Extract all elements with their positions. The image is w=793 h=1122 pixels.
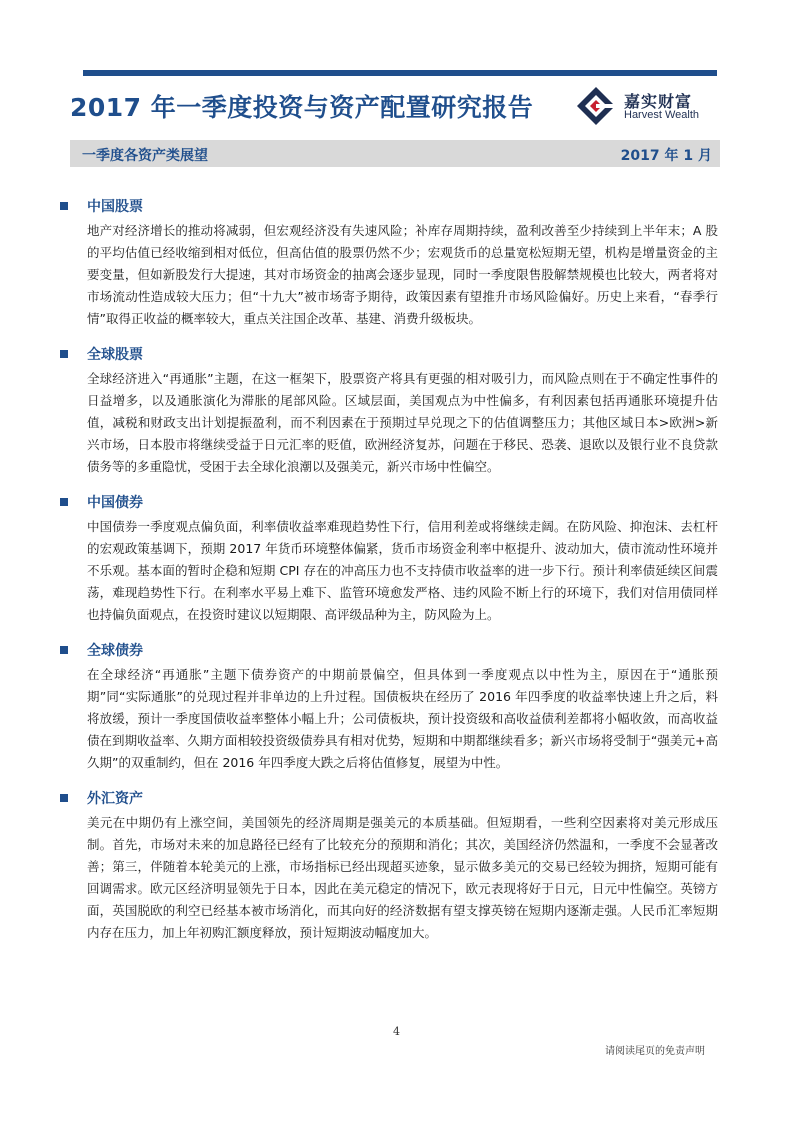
section-title: 全球债券 bbox=[87, 643, 143, 659]
section-china-bonds bbox=[58, 488, 718, 626]
section-title: 全球股票 bbox=[87, 347, 143, 363]
section-title: 中国债券 bbox=[87, 495, 143, 511]
harvest-logo-icon bbox=[576, 86, 616, 126]
section-heading bbox=[58, 784, 718, 812]
square-bullet-icon bbox=[60, 794, 68, 802]
disclaimer-note: 请阅读尾页的免责声明 bbox=[605, 1046, 705, 1057]
header-rule bbox=[83, 70, 717, 76]
section-body: 地产对经济增长的推动将减弱，但宏观经济没有失速风险；补库存周期持续，盈利改善至少持续到上半年末；A 股的平均估值已经收缩到相对低位，但高估值的股票仍然不少；宏观货币的总量宽松短期无望，机构是增量资金的主要变量，但如新股发行大提速，其对市场资金的抽离会逐步显现，同时一季度限售股解禁规模也比较大，两者将对市场流动性造成较大压力；但“十九大”被市场寄予期待，政策因素有望推升市场风险偏好。历史上来看，“春季行情”取得正收益的概率较大，重点关注国企改革、基建、消费升级板块。 bbox=[87, 223, 718, 326]
section-global-equity bbox=[58, 340, 718, 478]
section-china-equity bbox=[58, 192, 718, 330]
section-fx-assets bbox=[58, 784, 718, 944]
section-title: 中国股票 bbox=[87, 199, 143, 215]
logo-name-en: Harvest Wealth bbox=[624, 109, 699, 121]
company-logo bbox=[576, 86, 722, 126]
section-global-bonds bbox=[58, 636, 718, 774]
square-bullet-icon bbox=[60, 202, 68, 210]
section-heading bbox=[58, 488, 718, 516]
section-heading bbox=[58, 340, 718, 368]
section-body: 美元在中期仍有上涨空间，美国领先的经济周期是强美元的本质基础。但短期看，一些利空因素将对美元形成压制。首先，市场对未来的加息路径已经有了比较充分的预期和消化；其次，美国经济仍然温和，一季度不会显著改善；第三，伴随着本轮美元的上涨，市场指标已经出现超买迹象，显示做多美元的交易已经较为拥挤，短期可能有回调需求。欧元区经济明显领先于日本，因此在美元稳定的情况下，欧元表现将好于日元，日元中性偏空。英镑方面，英国脱欧的利空已经基本被市场消化，而其向好的经济数据有望支撑英镑在短期内逐渐走强。人民币汇率短期内存在压力，加上年初购汇额度释放，预计短期波动幅度加大。 bbox=[87, 815, 718, 940]
logo-name-cn: 嘉实财富 bbox=[624, 92, 693, 111]
square-bullet-icon bbox=[60, 498, 68, 506]
section-heading bbox=[58, 636, 718, 664]
subheader-section: 一季度各资产类展望 bbox=[82, 148, 208, 164]
square-bullet-icon bbox=[60, 646, 68, 654]
subheader-date: 2017 年 1 月 bbox=[620, 148, 712, 164]
report-header bbox=[70, 82, 720, 132]
report-content bbox=[58, 192, 718, 954]
section-body: 中国债券一季度观点偏负面，利率债收益率难现趋势性下行，信用利差或将继续走阔。在防风险、抑泡沫、去杠杆的宏观政策基调下，预期 2017 年货币环境整体偏紧，货币市场资金利率中枢提升、波动加大，债市流动性环境并不乐观。基本面的暂时企稳和短期 CPI 存在的冲高压力也不支持债市收益率的进一步下行。预计利率债延续区间震荡，难现趋势性下行。在利率水平易上难下、监管环境愈发严格、违约风险不断上行的环境下，我们对信用债同样也持偏负面观点，在投资时建议以短期限、高评级品种为主，防风险为上。 bbox=[87, 519, 718, 622]
section-body: 全球经济进入“再通胀”主题，在这一框架下，股票资产将具有更强的相对吸引力，而风险点则在于不确定性事件的日益增多，以及通胀演化为滞胀的尾部风险。区域层面，美国观点为中性偏多，有利因素包括再通胀环境提升估值，减税和财政支出计划提振盈利，而不利因素在于预期过早兑现之下的估值调整压力；其他区域日本>欧洲>新兴市场，日本股市将继续受益于日元汇率的贬值，欧洲经济复苏，问题在于移民、恐袭、退欧以及银行业不良贷款债务等的多重隐忧，受困于去全球化浪潮以及强美元，新兴市场中性偏空。 bbox=[87, 371, 718, 474]
report-title: 2017 年一季度投资与资产配置研究报告 bbox=[70, 93, 534, 122]
square-bullet-icon bbox=[60, 350, 68, 358]
section-body: 在全球经济“再通胀”主题下债券资产的中期前景偏空，但具体到一季度观点以中性为主，原因在于“通胀预期”同“实际通胀”的兑现过程并非单边的上升过程。国债板块在经历了 2016 年四季度的收益率快速上升之后，料将放缓，预计一季度国债收益率整体小幅上升；公司债板块，预计投资级和高收益债利差都将小幅收敛，而高收益债在到期收益率、久期方面相较投资级债券具有相对优势，短期和中期都继续看多；新兴市场将受制于“强美元+高久期”的双重制约，但在 2016 年四季度大跌之后将估值修复，展望为中性。 bbox=[87, 667, 718, 770]
page-number: 4 bbox=[393, 1025, 400, 1038]
section-title: 外汇资产 bbox=[87, 791, 143, 807]
subheader-band bbox=[70, 140, 720, 167]
section-heading bbox=[58, 192, 718, 220]
